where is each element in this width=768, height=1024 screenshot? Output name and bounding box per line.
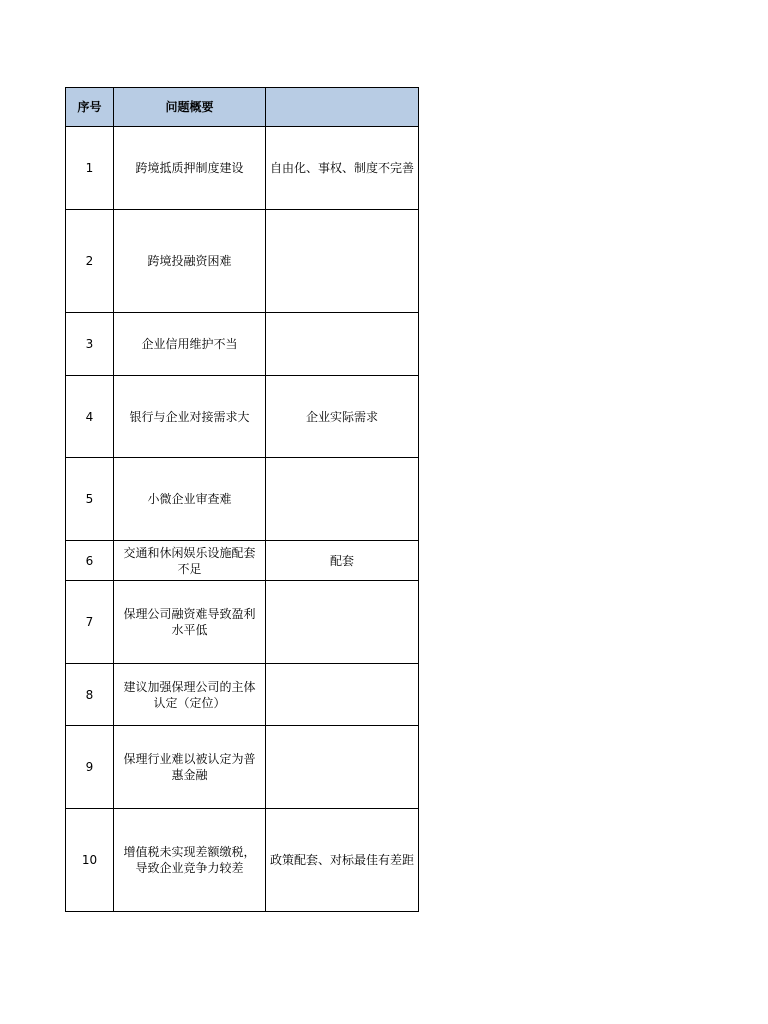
cell-summary[interactable]: 保理行业难以被认定为普惠金融 [114, 726, 266, 809]
cell-index[interactable]: 4 [66, 376, 114, 458]
cell-summary[interactable]: 保理公司融资难导致盈利水平低 [114, 581, 266, 664]
cell-summary[interactable]: 银行与企业对接需求大 [114, 376, 266, 458]
cell-summary[interactable]: 增值税未实现差额缴税，导致企业竞争力较差 [114, 809, 266, 912]
header-summary[interactable]: 问题概要 [114, 88, 266, 127]
header-index[interactable]: 序号 [66, 88, 114, 127]
table-row [66, 581, 419, 664]
issues-table [65, 87, 419, 912]
cell-index[interactable]: 2 [66, 210, 114, 313]
cell-note[interactable] [266, 313, 419, 376]
table-row [66, 210, 419, 313]
cell-note[interactable] [266, 664, 419, 726]
cell-summary[interactable]: 跨境抵质押制度建设 [114, 127, 266, 210]
header-note[interactable] [266, 88, 419, 127]
cell-index[interactable]: 10 [66, 809, 114, 912]
cell-note[interactable] [266, 726, 419, 809]
cell-note[interactable] [266, 581, 419, 664]
cell-summary[interactable]: 建议加强保理公司的主体认定（定位） [114, 664, 266, 726]
cell-note[interactable]: 配套 [266, 541, 419, 581]
cell-index[interactable]: 7 [66, 581, 114, 664]
cell-note[interactable]: 企业实际需求 [266, 376, 419, 458]
cell-note[interactable] [266, 458, 419, 541]
cell-index[interactable]: 9 [66, 726, 114, 809]
cell-index[interactable]: 8 [66, 664, 114, 726]
table-row [66, 376, 419, 458]
table-row [66, 127, 419, 210]
table-row [66, 726, 419, 809]
cell-summary[interactable]: 企业信用维护不当 [114, 313, 266, 376]
table-row [66, 541, 419, 581]
header-row [66, 88, 419, 127]
cell-index[interactable]: 3 [66, 313, 114, 376]
cell-index[interactable]: 6 [66, 541, 114, 581]
cell-summary[interactable]: 交通和休闲娱乐设施配套不足 [114, 541, 266, 581]
table-row [66, 313, 419, 376]
table-row [66, 664, 419, 726]
cell-note[interactable]: 政策配套、对标最佳有差距 [266, 809, 419, 912]
cell-index[interactable]: 1 [66, 127, 114, 210]
cell-note[interactable]: 自由化、事权、制度不完善 [266, 127, 419, 210]
table-row [66, 809, 419, 912]
cell-summary[interactable]: 跨境投融资困难 [114, 210, 266, 313]
cell-summary[interactable]: 小微企业审查难 [114, 458, 266, 541]
table-row [66, 458, 419, 541]
cell-index[interactable]: 5 [66, 458, 114, 541]
cell-note[interactable] [266, 210, 419, 313]
